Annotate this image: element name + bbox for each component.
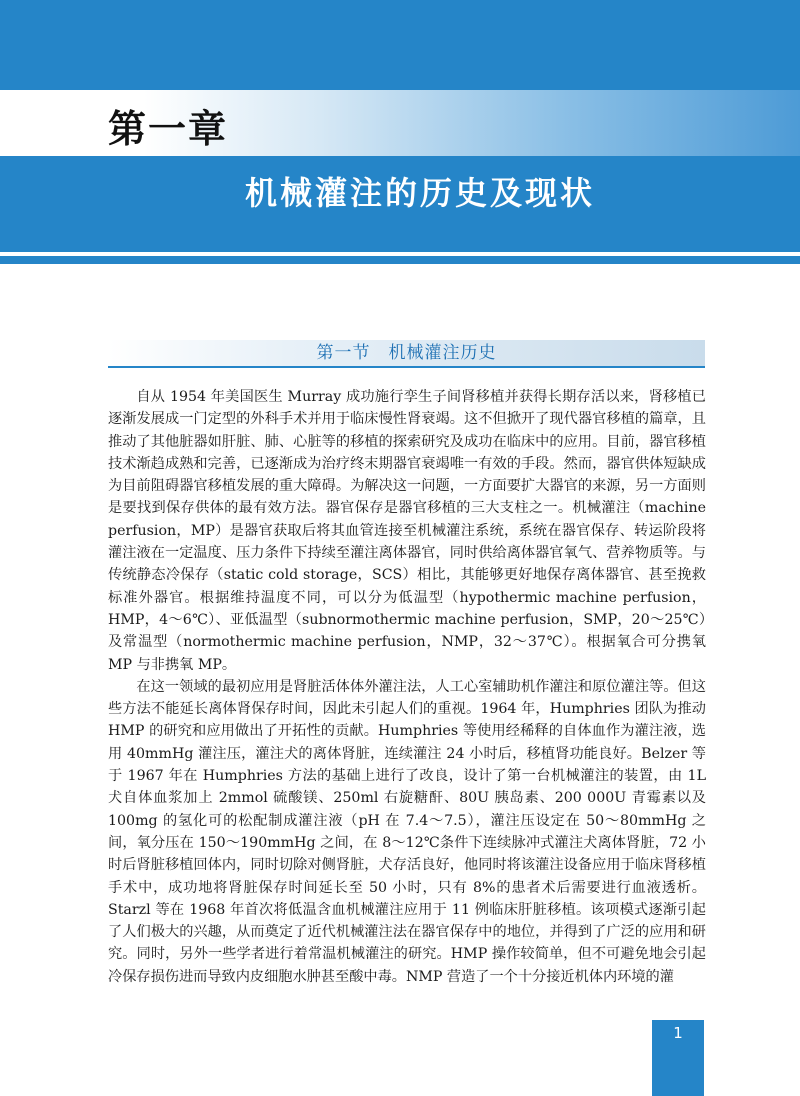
- paragraph-1: 自从 1954 年美国医生 Murray 成功施行孪生子间肾移植并获得长期存活以来，肾移植已逐渐发展成一门定型的外科手术并用于临床慢性肾衰竭。这不但掀开了现代器官移植的篇章，且推动了其他脏器如肝脏、肺、心脏等的移植的探索研究及成功在临床中的应用。目前，器官移植技术渐趋成熟和完善，已逐渐成为治疗终末期器官衰竭唯一有效的手段。然而，器官供体短缺成为目前阻碍器官移植发展的重大障碍。为解决这一问题，一方面要扩大器官的来源，另一方面则是要找到保存供体的最有效方法。器官保存是器官移植的三大支柱之一。机械灌注（machine perfusion，MP）是器官获取后将其血管连接至机械灌注系统，系统在器官保存、转运阶段将灌注液在一定温度、压力条件下持续至灌注离体器官，同时供给离体器官氧气、营养物质等。与传统静态冷保存（static cold storage，SCS）相比，其能够更好地保存离体器官、甚至挽救标准外器官。根据维持温度不同，可以分为低温型（hypothermic machine perfusion，HMP，4～6℃）、亚低温型（subnormothermic machine perfusion，SMP，20～25℃）及常温型（normothermic machine perfusion，NMP，32～37℃）。根据氧合可分携氧 MP 与非携氧 MP。: [108, 389, 706, 673]
- paragraph-2: 在这一领域的最初应用是肾脏活体体外灌注法，人工心室辅助机作灌注和原位灌注等。但这些方法不能延长离体肾保存时间，因此未引起人们的重视。1964 年，Humphries 团队为推动 HMP 的研究和应用做出了开拓性的贡献。Humphries 等使用经稀释的自体血作为灌注液，选用 40mmHg 灌注压，灌注犬的离体肾脏，连续灌注 24 小时后，移植肾功能良好。Belzer 等于 1967 年在 Humphries 方法的基础上进行了改良，设计了第一台机械灌注的装置，由 1L 犬自体血浆加上 2mmol 硫酸镁、250ml 右旋糖酐、80U 胰岛素、200 000U 青霉素以及 100mg 的氢化可的松配制成灌注液（pH 在 7.4～7.5），灌注压设定在 50～80mmHg 之间，氧分压在 150～190mmHg 之间，在 8～12℃条件下连续脉冲式灌注犬离体肾脏，72 小时后肾脏移植回体内，同时切除对侧肾脏，犬存活良好，他同时将该灌注设备应用于临床肾移植手术中，成功地将肾脏保存时间延长至 50 小时，只有 8%的患者术后需要进行血液透析。Starzl 等在 1968 年首次将低温含血机械灌注应用于 11 例临床肝脏移植。该项模式逐渐引起了人们极大的兴趣，从而奠定了近代机械灌注法在器官保存中的地位，并得到了广泛的应用和研究。同时，另外一些学者进行着常温机械灌注的研究。HMP 操作较简单，但不可避免地会引起冷保存损伤进而导致内皮细胞水肿甚至酸中毒。NMP 营造了一个十分接近机体内环境的灌: [108, 678, 706, 985]
- page-number: 1: [673, 1024, 683, 1042]
- chapter-title: 机械灌注的历史及现状: [244, 174, 595, 212]
- section-title: 第一节 机械灌注历史: [316, 343, 497, 363]
- header-divider-blue: [0, 256, 800, 264]
- body-text: [108, 386, 706, 988]
- section-underline: [108, 366, 705, 368]
- chapter-label: 第一章: [108, 107, 229, 151]
